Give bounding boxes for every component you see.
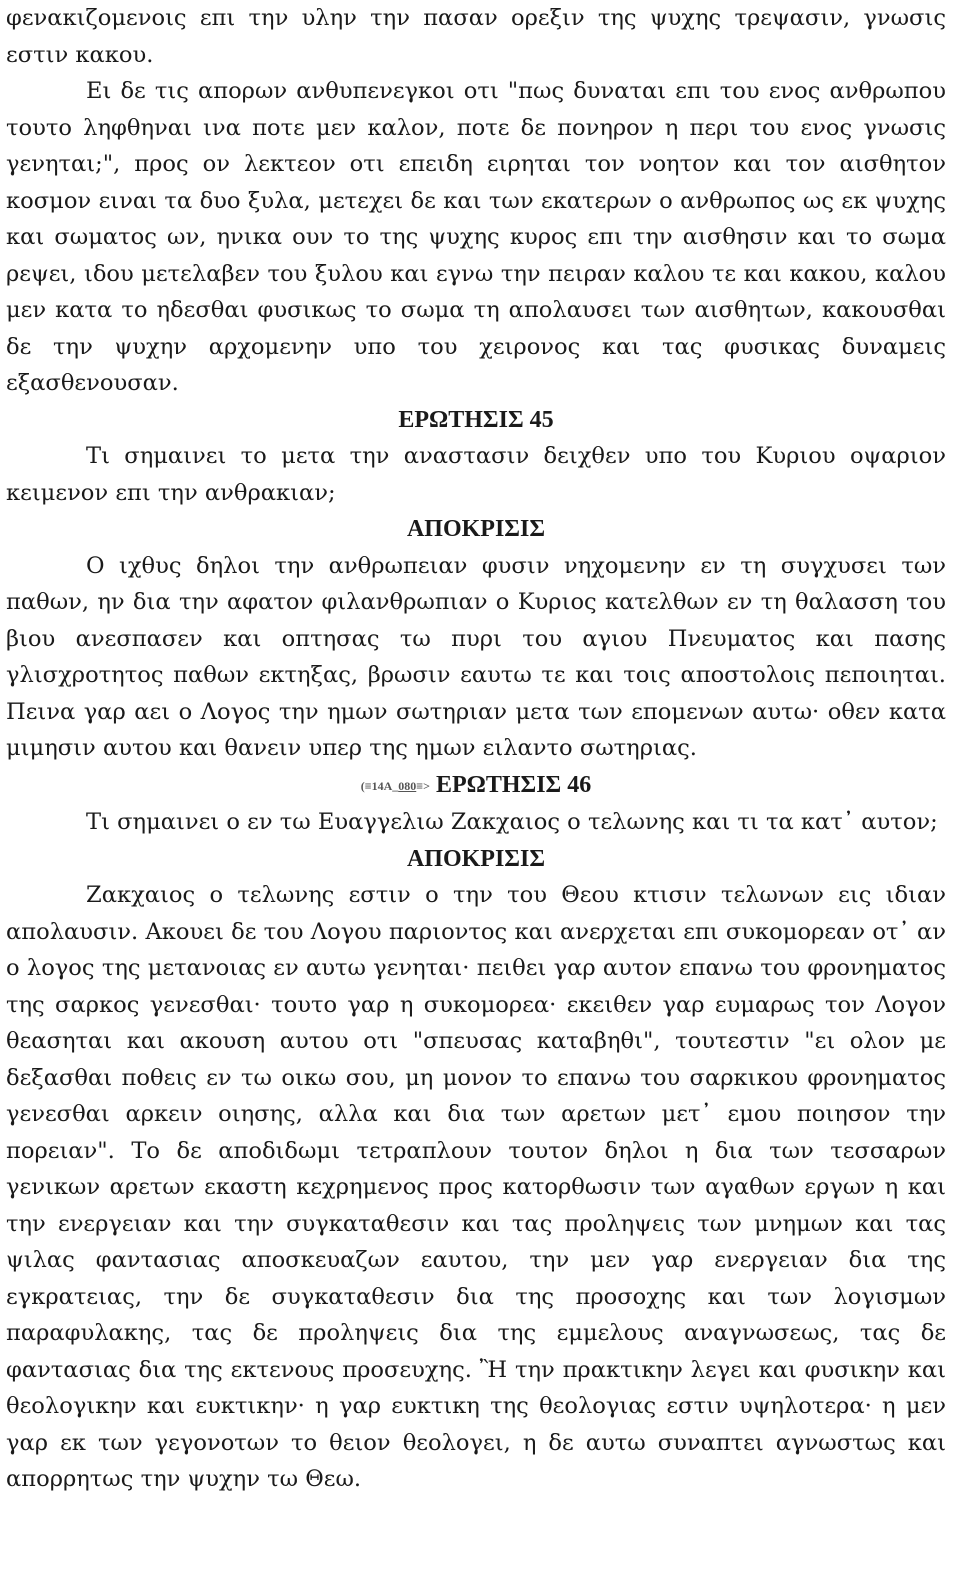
answer-46-text: Ζακχαιος ο τελωνης εστιν ο την του Θεου κτισιν τελωνων εις ιδιαν απολαυσιν. Ακουει δε του Λογου παριοντος και ανερχεται επι συκομορεαν οτ᾽ αν ο λογος της μετανοιας εν αυτω γενηται· πειθει γαρ αυτον επανω του φρονηματος της σαρκος γενεσθαι· τουτο γαρ η συκομορεα· εκειθεν γαρ ευμαρως τον Λογον θεασηται και ακουση αυτου οτι "σπευσας καταβηθι", τουτεστιν "ει ολον με δεξασθαι ποθεις εν τω οικω σου, μη μονον το επανω του σαρκικου φρονηματος γενεσθαι αρκειν οιησης, αλλα και δια των αρετων μετ᾽ εμου ποιησον την πορειαν". Το δε αποδιδωμι τετραπλουν τουτον δηλοι η δια των τεσσαρων γενικων αρετων εκαστη κεχρημενος προς κατορθωσιν των αγαθων εργων η και την ενεργειαν και την συγκαταθεσιν και τας προληψεις των μνημων και τας ψιλας φαντασιας αποσκευαζων εαυτου, την μεν γαρ ενεργειαν δια της εγκρατειας, την δε συγκαταθεσιν δια της προσοχης και των λογισμων παραφυλακης, τας δε προληψεις δια της εμμελους αναγνωσεως, τας δε φαντασιας δια της εκτενους προσευχης. Ἢ την πρακτικην λεγει και φυσικην και θεολογικην και ευκτικην· η γαρ ευκτικη της θεολογιας εστιν υψηλοτερα· η μεν γαρ εκ των γεγονοτων το θειον θεολογει, η δε αυτω συναπτει αγνωστως και απορρητως την ψυχην τω Θεω.	[6, 882, 946, 1492]
answer-45-text: Ο ιχθυς δηλοι την ανθρωπειαν φυσιν νηχομενην εν τη συγχυσει των παθων, ην δια την αφατον φιλανθρωπιαν ο Κυριος κατελθων εν τη θαλασση του βιου ανεσπασεν και οπτησας τω πυρι του αγιου Πνευματος και πασης γλισχροτητος παθων εκτηξας, βρωσιν εαυτω τε και τοις αποστολοις πεποιηται. Πεινα γαρ αει ο Λογος την ημων σωτηριαν μετα των επομενων αυτω· οθεν κατα μιμησιν αυτου και θανειν υπερ της ημων ειλαντο σωτηριας.	[6, 552, 946, 761]
answer-46-heading: ΑΠΟΚΡΙΣΙΣ	[406, 845, 546, 872]
page-marker: (≡14A_080≡>	[360, 778, 430, 793]
question-45-text: Τι σημαινει το μετα την αναστασιν δειχθεν υπο του Κυριου οψαριον κειμενον επι την ανθρακιαν;	[6, 443, 946, 506]
question-45-heading: ΕΡΩΤΗΣΙΣ 45	[398, 406, 554, 433]
intro-paragraph: Ει δε τις απορων ανθυπενεγκοι οτι "πως δυναται επι του ενος ανθρωπου τουτο ληφθηναι ινα ποτε μεν καλον, ποτε δε πονηρον η περι του ενος γνωσις γενηται;", προς ον λεκτεον οτι επειδη ειρηται τον νοητον και τον αισθητον κοσμον ειναι τα δυο ξυλα, μετεχει δε και των εκατερων ο ανθρωπος ως εκ ψυχης και σωματος ων, ηνικα ουν το της ψυχης κυρος επι την αισθησιν και το σωμα ρεψει, ιδου μετελαβεν του ξυλου και εγνω την πειραν καλου τε και κακου, καλου μεν κατα το ηδεσθαι φυσικως το σωμα τη απολαυσει των αισθητων, κακουσθαι δε την ψυχην αρχομενην υπο του χειρονος και τας φυσικας δυναμεις εξασθενουσαν.	[6, 78, 946, 396]
question-46-heading-line	[6, 767, 946, 805]
question-46-text: Τι σημαινει ο εν τω Ευαγγελιω Ζακχαιος ο τελωνης και τι τα κατ᾽ αυτον;	[86, 809, 938, 835]
question-46-heading: ΕΡΩΤΗΣΙΣ 46	[435, 771, 592, 798]
intro-paragraph-continued: φενακιζομενοις επι την υλην την πασαν ορεξιν της ψυχης τρεψασιν, γνωσις εστιν κακου.	[6, 5, 946, 68]
answer-45-heading: ΑΠΟΚΡΙΣΙΣ	[406, 516, 546, 542]
